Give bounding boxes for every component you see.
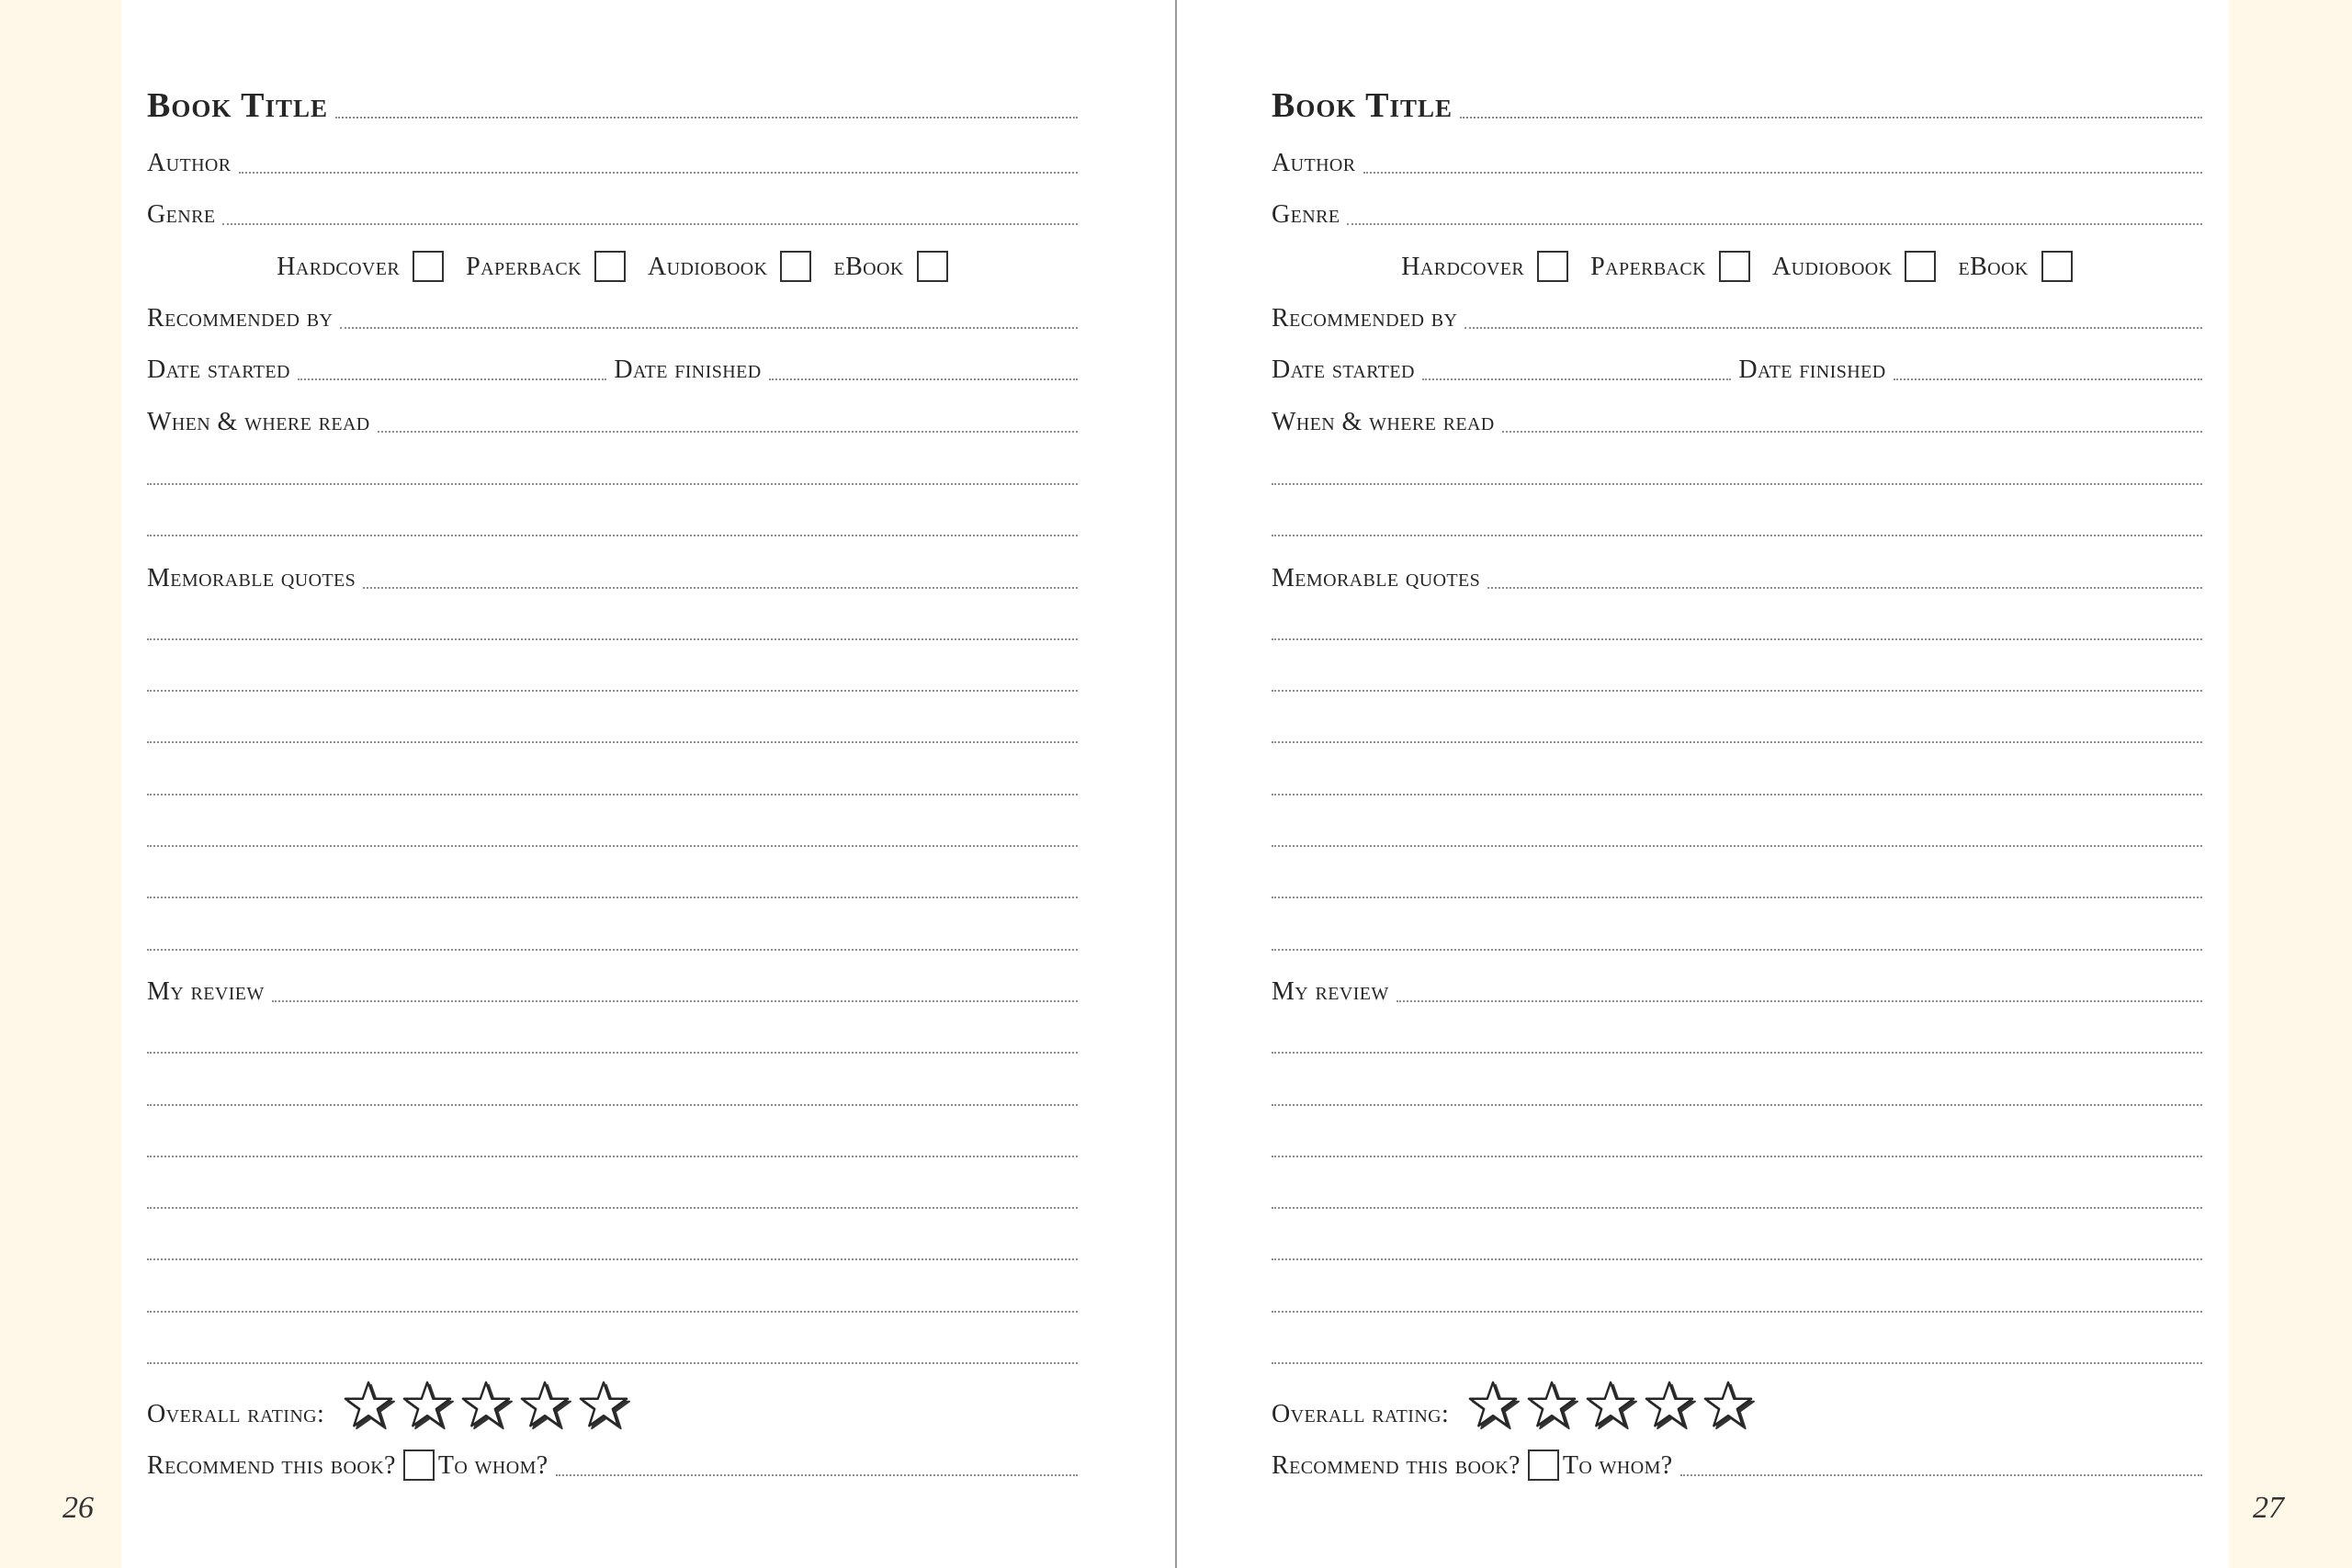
writing-line-field[interactable] (147, 690, 1078, 692)
writing-line-field[interactable] (1272, 535, 2202, 536)
book-title-field[interactable] (1460, 117, 2202, 118)
format-option (648, 251, 811, 286)
memorable-quotes-row (147, 546, 1078, 597)
writing-line (1272, 700, 2202, 751)
page-right (1272, 0, 2202, 1568)
when-where-field[interactable] (1502, 431, 2202, 433)
page-left (147, 0, 1078, 1568)
star-icon[interactable] (1585, 1380, 1638, 1431)
format-row (147, 234, 1078, 286)
writing-line (1272, 493, 2202, 545)
format-checkbox[interactable] (917, 251, 948, 282)
format-label: Paperback (466, 253, 582, 281)
rating-stars (1467, 1380, 1761, 1433)
writing-line-field[interactable] (1272, 1311, 2202, 1313)
memorable-quotes-label: Memorable quotes (1272, 563, 1481, 592)
format-checkbox[interactable] (780, 251, 811, 282)
writing-line-field[interactable] (1272, 1052, 2202, 1054)
format-label: eBook (1958, 253, 2029, 281)
writing-line-field[interactable] (1272, 1104, 2202, 1106)
writing-line (147, 908, 1078, 959)
writing-line (1272, 1217, 2202, 1269)
when-where-row (147, 389, 1078, 441)
writing-line (1272, 649, 2202, 700)
when-where-field[interactable] (378, 431, 1078, 433)
star-icon[interactable] (401, 1380, 455, 1431)
writing-line (1272, 752, 2202, 804)
genre-row (147, 182, 1078, 233)
writing-line (147, 1217, 1078, 1269)
recommend-row (147, 1433, 1078, 1484)
format-label: Audiobook (1772, 253, 1893, 281)
dates-row (1272, 337, 2202, 389)
format-option (1958, 251, 2072, 286)
date-finished-field[interactable] (769, 378, 1078, 380)
writing-line-field[interactable] (147, 741, 1078, 743)
writing-line-field[interactable] (1272, 949, 2202, 951)
writing-line (147, 597, 1078, 649)
recommended-by-row (147, 286, 1078, 337)
recommend-checkbox[interactable] (403, 1450, 435, 1481)
book-title-label: Book Title (147, 86, 329, 125)
writing-line (147, 493, 1078, 545)
genre-row (1272, 182, 2202, 233)
writing-line-field[interactable] (1272, 1156, 2202, 1157)
writing-line (147, 1269, 1078, 1321)
writing-line (1272, 1321, 2202, 1372)
format-checkbox[interactable] (1719, 251, 1750, 282)
writing-line (1272, 1269, 2202, 1321)
writing-line (147, 700, 1078, 751)
writing-line (1272, 442, 2202, 493)
writing-line-field[interactable] (147, 845, 1078, 847)
overall-rating-row (1272, 1382, 2202, 1433)
star-icon[interactable] (1526, 1380, 1579, 1431)
date-finished-field[interactable] (1894, 378, 2202, 380)
date-started-label: Date started (147, 355, 290, 384)
author-field[interactable] (239, 172, 1078, 174)
my-review-label: My review (1272, 976, 1389, 1006)
format-option (277, 251, 444, 286)
format-label: eBook (833, 253, 904, 281)
star-icon[interactable] (1644, 1380, 1697, 1431)
writing-line-field[interactable] (147, 483, 1078, 485)
genre-label: Genre (1272, 200, 1340, 229)
writing-line-field[interactable] (147, 535, 1078, 536)
writing-line-field[interactable] (147, 1362, 1078, 1364)
recommended-by-label: Recommended by (1272, 304, 1458, 333)
center-gutter (1175, 0, 1177, 1568)
to-whom-label: To whom? (1562, 1451, 1673, 1480)
writing-line (147, 1166, 1078, 1217)
format-option (833, 251, 947, 286)
memorable-quotes-field[interactable] (363, 587, 1078, 589)
memorable-quotes-field[interactable] (1487, 587, 2202, 589)
writing-line-field[interactable] (147, 794, 1078, 795)
writing-line (1272, 1010, 2202, 1062)
star-icon[interactable] (1467, 1380, 1521, 1431)
writing-line-field[interactable] (147, 897, 1078, 898)
format-label: Hardcover (1401, 253, 1525, 281)
author-field[interactable] (1363, 172, 2202, 174)
writing-line-field[interactable] (1272, 897, 2202, 898)
date-finished-label: Date finished (614, 355, 762, 384)
format-row (1272, 234, 2202, 286)
my-review-row (1272, 959, 2202, 1010)
writing-line-field[interactable] (147, 949, 1078, 951)
writing-line (1272, 597, 2202, 649)
writing-line-field[interactable] (1272, 741, 2202, 743)
writing-line (147, 855, 1078, 907)
page-number-left: 26 (62, 1491, 94, 1525)
date-finished-label: Date finished (1738, 355, 1886, 384)
recommend-this-book-label: Recommend this book? (1272, 1451, 1521, 1480)
recommend-row (1272, 1433, 2202, 1484)
my-review-label: My review (147, 976, 265, 1006)
writing-line-field[interactable] (1272, 1258, 2202, 1260)
writing-line (147, 442, 1078, 493)
to-whom-field[interactable] (556, 1474, 1078, 1476)
overall-rating-label: Overall rating: (1272, 1400, 1450, 1428)
date-started-field[interactable] (1422, 378, 1731, 380)
date-started-label: Date started (1272, 355, 1415, 384)
writing-line-field[interactable] (147, 1207, 1078, 1209)
writing-line-field[interactable] (1272, 690, 2202, 692)
genre-label: Genre (147, 200, 216, 229)
recommended-by-field[interactable] (1464, 327, 2202, 329)
author-label: Author (1272, 149, 1356, 177)
recommend-this-book-label: Recommend this book? (147, 1451, 396, 1480)
star-icon[interactable] (519, 1380, 572, 1431)
writing-line-field[interactable] (147, 1258, 1078, 1260)
recommended-by-row (1272, 286, 2202, 337)
format-option (466, 251, 626, 286)
format-option (1590, 251, 1750, 286)
star-icon[interactable] (578, 1380, 631, 1431)
memorable-quotes-row (1272, 546, 2202, 597)
writing-line-field[interactable] (1272, 845, 2202, 847)
writing-line (147, 649, 1078, 700)
writing-line (147, 752, 1078, 804)
writing-line-field[interactable] (1272, 638, 2202, 640)
when-where-label: When & where read (147, 408, 370, 436)
overall-rating-row (147, 1382, 1078, 1433)
author-row (1272, 130, 2202, 182)
to-whom-label: To whom? (437, 1451, 548, 1480)
writing-line-field[interactable] (1272, 1207, 2202, 1209)
writing-line (147, 1010, 1078, 1062)
date-started-field[interactable] (298, 378, 606, 380)
format-checkbox[interactable] (1905, 251, 1936, 282)
format-checkbox[interactable] (594, 251, 626, 282)
format-checkbox[interactable] (413, 251, 444, 282)
writing-line-field[interactable] (1272, 1362, 2202, 1364)
format-checkbox[interactable] (1537, 251, 1568, 282)
writing-line-field[interactable] (147, 1052, 1078, 1054)
format-label: Audiobook (648, 253, 768, 281)
author-label: Author (147, 149, 232, 177)
recommend-checkbox[interactable] (1528, 1450, 1559, 1481)
writing-line (147, 1114, 1078, 1166)
genre-field[interactable] (1347, 223, 2202, 225)
overall-rating-label: Overall rating: (147, 1400, 325, 1428)
writing-line (147, 804, 1078, 855)
when-where-row (1272, 389, 2202, 441)
genre-field[interactable] (222, 223, 1078, 225)
writing-line (1272, 855, 2202, 907)
my-review-row (147, 959, 1078, 1010)
book-title-row (1272, 75, 2202, 127)
recommended-by-label: Recommended by (147, 304, 334, 333)
star-icon[interactable] (460, 1380, 514, 1431)
rating-stars (343, 1380, 637, 1433)
writing-line-field[interactable] (147, 1311, 1078, 1313)
writing-line (1272, 1114, 2202, 1166)
book-title-row (147, 75, 1078, 127)
writing-line (1272, 908, 2202, 959)
star-icon[interactable] (1702, 1380, 1756, 1431)
writing-line-field[interactable] (1272, 483, 2202, 485)
writing-line (1272, 804, 2202, 855)
format-label: Hardcover (277, 253, 401, 281)
dates-row (147, 337, 1078, 389)
memorable-quotes-label: Memorable quotes (147, 563, 356, 592)
format-label: Paperback (1590, 253, 1706, 281)
book-title-label: Book Title (1272, 86, 1453, 125)
writing-line (1272, 1063, 2202, 1114)
writing-line-field[interactable] (147, 1156, 1078, 1157)
star-icon[interactable] (343, 1380, 396, 1431)
writing-line (1272, 1166, 2202, 1217)
writing-line (147, 1063, 1078, 1114)
format-option (1772, 251, 1936, 286)
writing-line-field[interactable] (147, 638, 1078, 640)
author-row (147, 130, 1078, 182)
book-title-field[interactable] (335, 117, 1078, 118)
writing-line-field[interactable] (1272, 794, 2202, 795)
page-number-right: 27 (2253, 1491, 2284, 1525)
my-review-field[interactable] (272, 1000, 1078, 1002)
format-option (1401, 251, 1568, 286)
to-whom-field[interactable] (1680, 1474, 2202, 1476)
writing-line-field[interactable] (147, 1104, 1078, 1106)
format-checkbox[interactable] (2041, 251, 2073, 282)
recommended-by-field[interactable] (340, 327, 1078, 329)
when-where-label: When & where read (1272, 408, 1495, 436)
my-review-field[interactable] (1396, 1000, 2202, 1002)
writing-line (147, 1321, 1078, 1372)
